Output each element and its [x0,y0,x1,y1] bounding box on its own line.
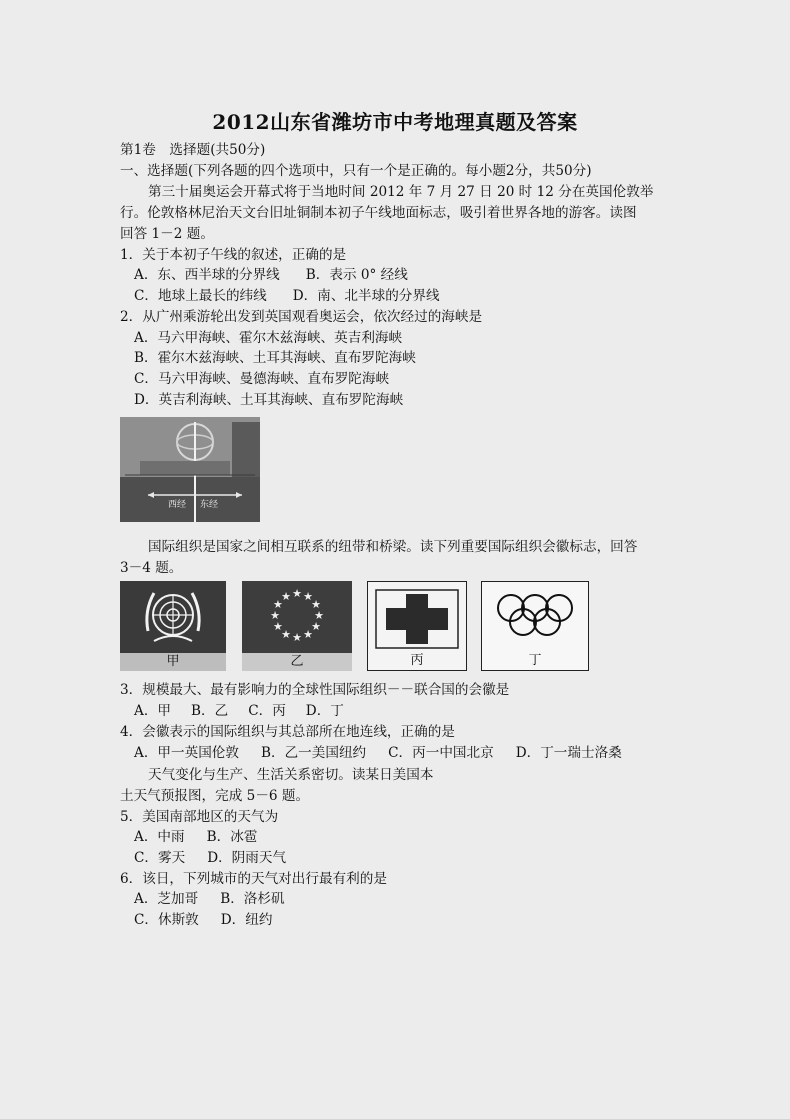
eu-star-icon: ★ [281,628,291,642]
eu-star-icon: ★ [311,620,322,633]
emblem-eu [242,581,352,671]
prime-meridian-photo [120,417,260,522]
q2-option-c: C．马六甲海峡、曼德海峡、直布罗陀海峡 [134,371,390,387]
q5-option-d: D．阴雨天气 [207,850,287,866]
eu-star-icon: ★ [314,609,324,622]
eu-star-icon: ★ [303,628,313,642]
q3-option-c: C．丙 [248,703,286,719]
q6-options-row2 [134,911,272,929]
q2-option-a: A．马六甲海峡、霍尔木兹海峡、英吉利海峡 [134,330,403,346]
un-emblem-image [120,581,226,653]
passage1-line2: 行。伦敦格林尼治天文台旧址铜制本初子午线地面标志，吸引着世界各地的游客。读图 [120,205,637,221]
q1-stem: 1．关于本初子午线的叙述，正确的是 [120,247,347,263]
q3-option-b: B．乙 [191,703,229,719]
q4-options [134,744,622,762]
q5-option-c: C．雾天 [134,850,186,866]
q1-options-row2 [134,287,440,305]
q5-option-a: A．中雨 [134,829,185,845]
emblem-caption-jia: 甲 [120,653,226,671]
emblem-caption-bing: 丙 [368,652,466,670]
q4-option-b: B．乙一美国纽约 [260,745,367,761]
q5-option-b: B．冰雹 [206,829,258,845]
q1-option-a: A．东、西半球的分界线 [134,267,280,283]
q1-option-d: D．南、北半球的分界线 [292,288,440,304]
q5-options-row1 [134,828,257,846]
q2-option-d: D．英吉利海峡、土耳其海峡、直布罗陀海峡 [134,392,404,408]
q5-stem: 5．美国南部地区的天气为 [120,809,279,825]
eu-emblem-image [242,581,352,653]
q6-option-a: A．芝加哥 [134,891,199,907]
q3-option-a: A．甲 [134,703,172,719]
q6-option-d: D．纽约 [220,912,273,928]
q6-stem: 6．该日，下列城市的天气对出行最有利的是 [120,871,387,887]
q1-options-row1 [134,266,408,284]
q4-option-d: D．丁一瑞士洛桑 [515,745,622,761]
q4-stem: 4．会徽表示的国际组织与其总部所在地连线，正确的是 [120,724,455,740]
eu-star-icon: ★ [272,598,283,611]
eu-star-icon: ★ [272,620,283,633]
page-title: 2012山东省潍坊市中考地理真题及答案 [212,110,578,134]
q4-option-a: A．甲一英国伦敦 [134,745,239,761]
eu-star-icon: ★ [270,609,280,622]
q2-option-b: B．霍尔木兹海峡、土耳其海峡、直布罗陀海峡 [134,350,416,366]
q3-option-d: D．丁 [305,703,344,719]
passage1-line3: 回答 1－2 题。 [120,226,214,242]
q1-option-b: B．表示 0° 经线 [305,267,408,283]
eu-star-icon: ★ [292,631,302,644]
east-longitude-label: 东经 [200,500,219,510]
emblem-caption-ding: 丁 [482,652,588,670]
west-longitude-label: 西经 [168,500,187,510]
eu-star-icon: ★ [303,589,313,603]
olympic-rings-image [482,582,588,654]
red-cross-emblem-image [368,582,466,654]
emblem-red-cross [367,581,467,671]
q3-options [134,702,344,720]
q6-option-c: C．休斯敦 [134,912,199,928]
q4-option-c: C．丙一中国北京 [388,745,494,761]
emblem-olympic [481,581,589,671]
eu-star-icon: ★ [311,598,322,611]
section-heading: 第1卷 选择题(共50分) [120,142,266,158]
q2-stem: 2．从广州乘游轮出发到英国观看奥运会，依次经过的海峡是 [120,309,483,325]
q6-option-b: B．洛杉矶 [220,891,285,907]
passage3-line2: 土天气预报图，完成 5－6 题。 [120,788,310,804]
passage3-line1: 天气变化与生产、生活关系密切。读某日美国本 [148,767,434,783]
q3-stem: 3．规模最大、最有影响力的全球性国际组织－－联合国的会徽是 [120,682,510,698]
q1-option-c: C．地球上最长的纬线 [134,288,267,304]
emblem-un [120,581,226,671]
passage1-line1: 第三十届奥运会开幕式将于当地时间 2012 年 7 月 27 日 20 时 12 分在英国伦敦举 [148,184,654,200]
passage2-line1: 国际组织是国家之间相互联系的纽带和桥梁。读下列重要国际组织会徽标志，回答 [148,539,638,555]
instructions: 一、选择题(下列各题的四个选项中，只有一个是正确的。每小题2分，共50分) [120,163,592,179]
eu-star-icon: ★ [281,589,291,603]
eu-star-icon: ★ [292,587,302,600]
prime-meridian-illustration [120,417,260,522]
q6-options-row1 [134,890,285,908]
q5-options-row2 [134,849,286,867]
passage2-line2: 3－4 题。 [120,560,183,576]
emblem-caption-yi: 乙 [242,653,352,671]
